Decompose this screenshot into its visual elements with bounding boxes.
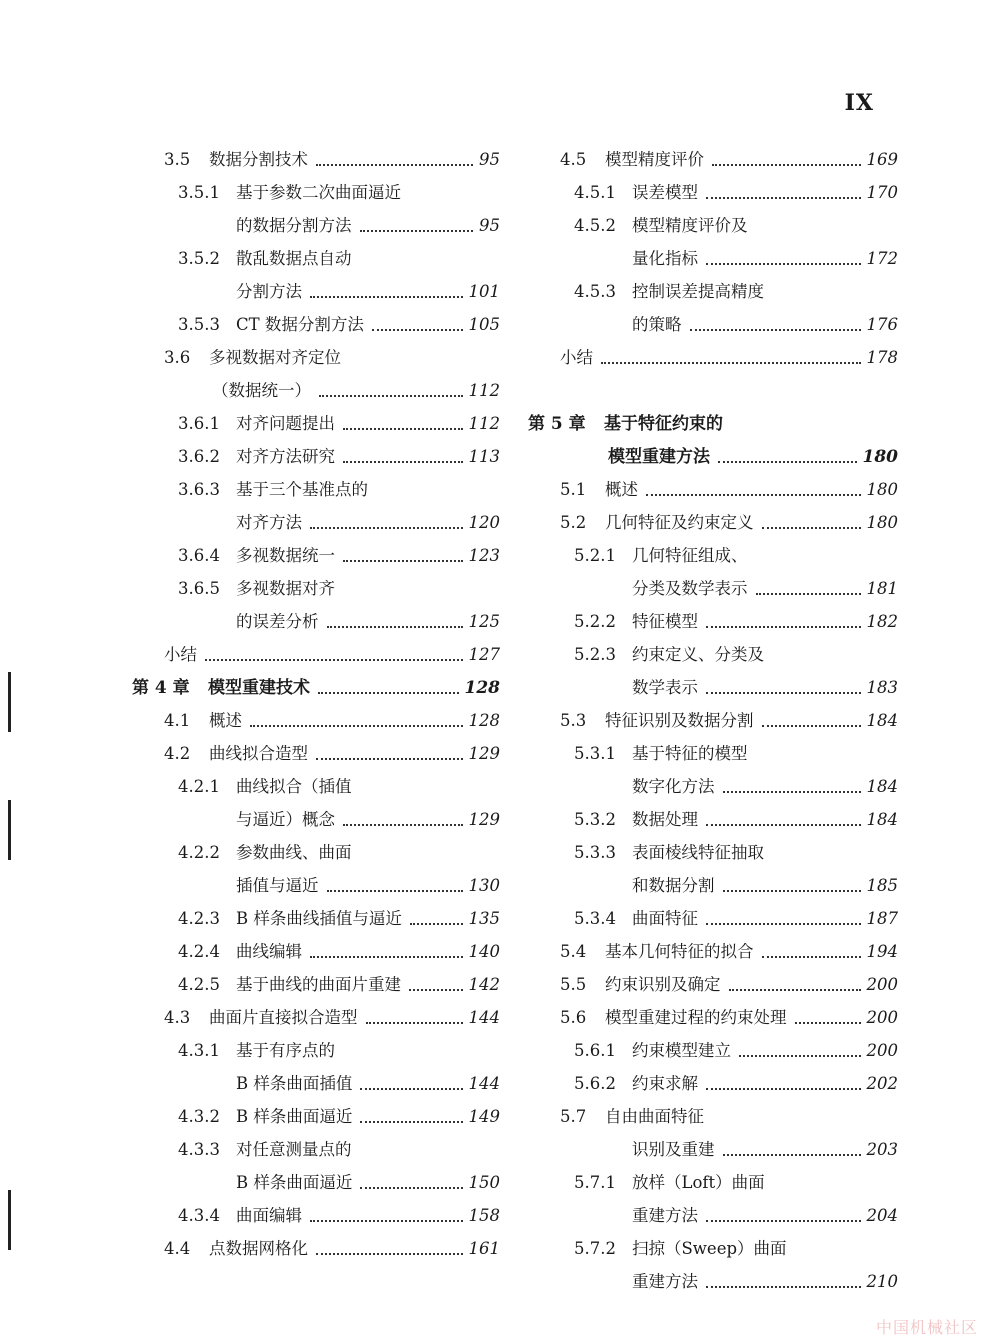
toc-dot-leader [706, 626, 861, 628]
toc-entry-page: 184 [866, 711, 898, 730]
toc-entry-page: 194 [866, 942, 898, 961]
toc-entry-page: 184 [866, 777, 898, 796]
toc-entry-title: 基于特征约束的 [604, 414, 723, 434]
toc-dot-leader [310, 296, 463, 298]
toc-entry-number: 4.5.2 [574, 216, 616, 235]
toc-dot-leader [343, 824, 463, 826]
toc-entry-title: 多视数据对齐 [236, 579, 335, 598]
toc-entry [132, 509, 500, 537]
toc-entry-number: 3.5 [164, 150, 191, 169]
toc-entry [132, 1070, 500, 1098]
toc-dot-leader [372, 329, 463, 331]
toc-entry-title: 对任意测量点的 [236, 1140, 352, 1159]
toc-entry-title: 基于特征的模型 [632, 744, 748, 763]
toc-entry-title: 模型重建方法 [608, 447, 710, 467]
toc-entry [528, 905, 898, 933]
toc-entry-title: 数学表示 [632, 678, 698, 697]
toc-entry-title: 曲面片直接拟合造型 [209, 1008, 358, 1027]
toc-entry-number: 3.5.3 [178, 315, 220, 334]
toc-entry [528, 641, 898, 669]
toc-entry-title: 插值与逼近 [236, 876, 319, 895]
toc-entry [528, 1136, 898, 1164]
toc-dot-leader [310, 956, 463, 958]
toc-entry [528, 575, 898, 603]
toc-entry [132, 278, 500, 306]
toc-dot-leader [729, 989, 861, 991]
toc-entry-number: 5.2.1 [574, 546, 616, 565]
toc-entry-number: 4.3.1 [178, 1041, 220, 1060]
toc-entry [132, 806, 500, 834]
toc-entry [528, 1004, 898, 1032]
toc-entry-title: B 样条曲面逼近 [236, 1107, 353, 1126]
toc-entry [528, 311, 898, 339]
toc-entry-page: 200 [866, 1041, 898, 1060]
toc-entry-number: 5.2.3 [574, 645, 616, 664]
toc-entry-number: 4.1 [164, 711, 191, 730]
toc-entry-number: 4.2.4 [178, 942, 220, 961]
toc-entry-page: 105 [468, 315, 500, 334]
toc-entry-page: 180 [862, 447, 898, 467]
toc-entry [528, 476, 898, 504]
toc-dot-leader [712, 164, 861, 166]
toc-entry-page: 184 [866, 810, 898, 829]
toc-entry-page: 181 [866, 579, 898, 598]
toc-entry-title: 基于有序点的 [236, 1041, 335, 1060]
toc-entry [528, 773, 898, 801]
toc-entry-number: 5.6.1 [574, 1041, 616, 1060]
toc-dot-leader [250, 725, 463, 727]
toc-entry-page: 127 [468, 645, 500, 664]
toc-entry [132, 1037, 500, 1065]
toc-entry [528, 1169, 898, 1197]
toc-entry [528, 971, 898, 999]
toc-entry-title: B 样条曲面逼近 [236, 1173, 353, 1192]
toc-entry-number: 3.6.3 [178, 480, 220, 499]
toc-entry-page: 95 [479, 150, 500, 169]
toc-entry-page: 125 [468, 612, 500, 631]
toc-dot-leader [762, 725, 861, 727]
toc-entry-page: 202 [866, 1074, 898, 1093]
toc-dot-leader [343, 428, 463, 430]
toc-entry-title: 特征模型 [632, 612, 698, 631]
toc-dot-leader [316, 758, 463, 760]
toc-dot-leader [706, 692, 861, 694]
toc-entry-page: 128 [464, 678, 500, 698]
toc-entry [132, 245, 500, 273]
toc-entry-number: 4.5.1 [574, 183, 616, 202]
toc-entry [528, 872, 898, 900]
toc-dot-leader [310, 1220, 463, 1222]
toc-entry [528, 1268, 898, 1296]
toc-entry [132, 1004, 500, 1032]
toc-entry-number: 5.2.2 [574, 612, 616, 631]
toc-entry-page: 140 [468, 942, 500, 961]
toc-entry-title: 多视数据统一 [236, 546, 335, 565]
toc-dot-leader [310, 527, 463, 529]
toc-entry-title: 对齐问题提出 [236, 414, 335, 433]
toc-dot-leader [360, 1187, 462, 1189]
toc-entry-title: 与逼近）概念 [236, 810, 335, 829]
toc-entry-title: 小结 [164, 645, 197, 664]
toc-entry [528, 542, 898, 570]
toc-entry-title: 误差模型 [632, 183, 698, 202]
toc-entry-number: 4.2.5 [178, 975, 220, 994]
toc-dot-leader [410, 923, 463, 925]
toc-entry-page: 180 [866, 513, 898, 532]
toc-entry [132, 311, 500, 339]
toc-entry [132, 773, 500, 801]
toc-dot-leader [762, 527, 861, 529]
toc-entry-title: CT 数据分割方法 [236, 315, 364, 334]
toc-entry-number: 3.5.2 [178, 249, 220, 268]
toc-chapter-entry [528, 410, 898, 438]
toc-entry-page: 204 [866, 1206, 898, 1225]
toc-entry-number: 4.5 [560, 150, 587, 169]
toc-entry-title: 重建方法 [632, 1206, 698, 1225]
toc-entry-number: 5.7 [560, 1107, 587, 1126]
toc-entry [528, 344, 898, 372]
toc-entry [528, 1103, 898, 1131]
toc-dot-leader [706, 1286, 861, 1288]
toc-entry-page: 150 [468, 1173, 500, 1192]
toc-entry-title: 分割方法 [236, 282, 302, 301]
scan-margin-mark [8, 800, 11, 860]
toc-entry-page: 183 [866, 678, 898, 697]
toc-entry-title: 基本几何特征的拟合 [605, 942, 754, 961]
toc-dot-leader [723, 791, 861, 793]
toc-entry-title: （数据统一） [212, 381, 311, 400]
toc-entry-title: 控制误差提高精度 [632, 282, 764, 301]
toc-entry-number: 4.3.2 [178, 1107, 220, 1126]
toc-dot-leader [706, 197, 861, 199]
toc-entry [132, 1136, 500, 1164]
toc-entry-number: 4.3.4 [178, 1206, 220, 1225]
toc-entry [528, 608, 898, 636]
toc-entry-page: 120 [468, 513, 500, 532]
toc-entry-title: 概述 [605, 480, 638, 499]
toc-entry [132, 1235, 500, 1263]
toc-entry-page: 123 [468, 546, 500, 565]
toc-entry [528, 938, 898, 966]
toc-chapter-entry [132, 674, 500, 702]
toc-entry-number: 5.3.3 [574, 843, 616, 862]
toc-entry-number: 5.5 [560, 975, 587, 994]
scan-margin-mark [8, 1190, 11, 1250]
toc-entry-title: 参数曲线、曲面 [236, 843, 352, 862]
toc-entry [132, 542, 500, 570]
toc-dot-leader [366, 1022, 463, 1024]
toc-entry-number: 5.7.1 [574, 1173, 616, 1192]
toc-dot-leader [723, 890, 861, 892]
toc-dot-leader [706, 1220, 861, 1222]
toc-entry-page: 178 [866, 348, 898, 367]
toc-entry-title: 多视数据对齐定位 [209, 348, 341, 367]
toc-entry-number: 5.3.1 [574, 744, 616, 763]
toc-entry [528, 707, 898, 735]
toc-entry-number: 第 5 章 [528, 414, 586, 434]
toc-entry [528, 509, 898, 537]
toc-entry-page: 135 [468, 909, 500, 928]
toc-chapter-entry [528, 443, 898, 471]
toc-entry [528, 1235, 898, 1263]
toc-entry-title: 几何特征及约束定义 [605, 513, 754, 532]
toc-entry [132, 212, 500, 240]
toc-entry-number: 4.2.2 [178, 843, 220, 862]
toc-dot-leader [343, 461, 463, 463]
toc-entry-title: 曲线编辑 [236, 942, 302, 961]
toc-dot-leader [360, 1121, 462, 1123]
toc-entry [132, 1103, 500, 1131]
toc-entry-number: 3.6.5 [178, 579, 220, 598]
toc-dot-leader [316, 164, 473, 166]
toc-dot-leader [360, 230, 474, 232]
toc-entry-title: 曲线拟合（插值 [236, 777, 352, 796]
toc-entry-title: 模型精度评价及 [632, 216, 748, 235]
toc-entry [132, 377, 500, 405]
toc-entry-number: 4.3 [164, 1008, 191, 1027]
toc-dot-leader [327, 626, 463, 628]
toc-entry [132, 344, 500, 372]
toc-dot-leader [327, 890, 463, 892]
scan-margin-mark [8, 672, 11, 732]
toc-entry-page: 144 [468, 1074, 500, 1093]
toc-entry-page: 170 [866, 183, 898, 202]
toc-entry-page: 144 [468, 1008, 500, 1027]
toc-dot-leader [316, 1253, 463, 1255]
toc-entry-page: 185 [866, 876, 898, 895]
toc-entry-title: 小结 [560, 348, 593, 367]
toc-entry-title: 和数据分割 [632, 876, 715, 895]
toc-entry-page: 200 [866, 1008, 898, 1027]
toc-entry-number: 4.2 [164, 744, 191, 763]
toc-dot-leader [706, 923, 861, 925]
toc-dot-leader [723, 1154, 861, 1156]
toc-dot-leader [409, 989, 463, 991]
toc-entry-title: 约束模型建立 [632, 1041, 731, 1060]
toc-entry-page: 180 [866, 480, 898, 499]
toc-entry [528, 146, 898, 174]
toc-entry-number: 3.6.4 [178, 546, 220, 565]
toc-entry-page: 176 [866, 315, 898, 334]
toc-entry [132, 872, 500, 900]
toc-entry-title: 对齐方法 [236, 513, 302, 532]
toc-entry-number: 4.2.1 [178, 777, 220, 796]
toc-entry-title: 表面棱线特征抽取 [632, 843, 764, 862]
toc-entry-title: 自由曲面特征 [605, 1107, 704, 1126]
toc-entry-number: 5.3.2 [574, 810, 616, 829]
toc-entry-number: 5.6.2 [574, 1074, 616, 1093]
toc-entry-number: 5.2 [560, 513, 587, 532]
toc-entry-title: 的数据分割方法 [236, 216, 352, 235]
toc-entry-number: 4.3.3 [178, 1140, 220, 1159]
toc-entry-number: 4.2.3 [178, 909, 220, 928]
toc-entry [132, 839, 500, 867]
toc-entry-title: 曲面编辑 [236, 1206, 302, 1225]
toc-entry [528, 1037, 898, 1065]
toc-entry [132, 179, 500, 207]
toc-dot-leader [706, 1088, 861, 1090]
toc-entry-number: 3.6 [164, 348, 191, 367]
toc-entry [132, 1169, 500, 1197]
toc-entry-page: 113 [468, 447, 500, 466]
toc-entry-title: 识别及重建 [632, 1140, 715, 1159]
toc-entry-number: 4.5.3 [574, 282, 616, 301]
toc-entry [132, 707, 500, 735]
toc-entry-title: 基于曲线的曲面片重建 [236, 975, 401, 994]
toc-dot-leader [795, 1022, 861, 1024]
toc-entry-number: 5.3.4 [574, 909, 616, 928]
toc-entry [132, 938, 500, 966]
toc-entry-page: 210 [866, 1272, 898, 1291]
toc-entry-page: 112 [468, 414, 500, 433]
toc-entry-title: 对齐方法研究 [236, 447, 335, 466]
toc-entry [528, 278, 898, 306]
toc-entry-number: 第 4 章 [132, 678, 190, 698]
toc-dot-leader [756, 593, 861, 595]
toc-entry-number: 5.4 [560, 942, 587, 961]
toc-entry-title: B 样条曲面插值 [236, 1074, 353, 1093]
toc-entry-page: 203 [866, 1140, 898, 1159]
toc-dot-leader [690, 329, 861, 331]
toc-entry-title: 基于三个基准点的 [236, 480, 368, 499]
toc-entry-number: 3.6.2 [178, 447, 220, 466]
toc-dot-leader [706, 263, 861, 265]
toc-entry-number: 4.4 [164, 1239, 191, 1258]
watermark: 中国机械社区 [875, 1318, 978, 1337]
toc-entry-title: 曲线拟合造型 [209, 744, 308, 763]
toc-entry-title: 放样（Loft）曲面 [632, 1173, 765, 1192]
toc-entry-title: 约束求解 [632, 1074, 698, 1093]
toc-entry-title: 点数据网格化 [209, 1239, 308, 1258]
toc-entry-title: 的误差分析 [236, 612, 319, 631]
toc-entry-title: 模型重建技术 [208, 678, 310, 698]
toc-entry [132, 146, 500, 174]
toc-entry-title: 基于参数二次曲面逼近 [236, 183, 401, 202]
toc-dot-leader [718, 461, 857, 463]
toc-entry-title: 散乱数据点自动 [236, 249, 352, 268]
toc-entry-title: B 样条曲线插值与逼近 [236, 909, 402, 928]
toc-entry-number: 5.6 [560, 1008, 587, 1027]
toc-entry-title: 扫掠（Sweep）曲面 [632, 1239, 787, 1258]
toc-dot-leader [646, 494, 861, 496]
toc-entry [528, 740, 898, 768]
toc-entry [528, 377, 898, 405]
toc-entry-title: 数据分割技术 [209, 150, 308, 169]
toc-dot-leader [601, 362, 861, 364]
toc-entry-page: 200 [866, 975, 898, 994]
toc-entry-page: 187 [866, 909, 898, 928]
page-number: IX [844, 90, 874, 116]
toc-entry-title: 几何特征组成、 [632, 546, 748, 565]
toc-dot-leader [205, 659, 463, 661]
toc-entry-number: 5.1 [560, 480, 587, 499]
toc-entry [528, 245, 898, 273]
toc-entry-page: 95 [479, 216, 500, 235]
toc-entry-number: 5.3 [560, 711, 587, 730]
toc-entry-page: 112 [468, 381, 500, 400]
toc-entry-page: 182 [866, 612, 898, 631]
toc-entry [528, 212, 898, 240]
toc-entry-page: 101 [468, 282, 500, 301]
toc-entry [132, 971, 500, 999]
toc-entry-page: 169 [866, 150, 898, 169]
toc-entry-number: 3.6.1 [178, 414, 220, 433]
toc-dot-leader [343, 560, 463, 562]
toc-entry [132, 740, 500, 768]
toc-entry-title: 数据处理 [632, 810, 698, 829]
toc-entry [528, 179, 898, 207]
toc-entry [132, 1202, 500, 1230]
toc-entry-page: 128 [468, 711, 500, 730]
toc-dot-leader [360, 1088, 462, 1090]
toc-entry-number: 5.7.2 [574, 1239, 616, 1258]
toc-entry-number: 3.5.1 [178, 183, 220, 202]
toc-entry [132, 410, 500, 438]
toc-entry [528, 1070, 898, 1098]
toc-entry [132, 575, 500, 603]
toc-entry [528, 674, 898, 702]
toc-entry-title: 模型精度评价 [605, 150, 704, 169]
toc-entry-title: 约束识别及确定 [605, 975, 721, 994]
toc-entry-page: 158 [468, 1206, 500, 1225]
toc-entry-page: 149 [468, 1107, 500, 1126]
toc-entry [132, 905, 500, 933]
toc-entry [528, 1202, 898, 1230]
toc-entry-title: 分类及数学表示 [632, 579, 748, 598]
toc-entry-page: 130 [468, 876, 500, 895]
toc-dot-leader [762, 956, 861, 958]
toc-entry-page: 129 [468, 810, 500, 829]
toc-entry-title: 约束定义、分类及 [632, 645, 764, 664]
toc-entry [132, 476, 500, 504]
toc-entry-page: 172 [866, 249, 898, 268]
toc-entry-title: 特征识别及数据分割 [605, 711, 754, 730]
toc-dot-leader [739, 1055, 861, 1057]
toc-entry-page: 129 [468, 744, 500, 763]
toc-entry [132, 608, 500, 636]
toc-dot-leader [706, 824, 861, 826]
toc-dot-leader [318, 692, 459, 694]
toc-entry-title: 概述 [209, 711, 242, 730]
toc-entry-title: 重建方法 [632, 1272, 698, 1291]
toc-entry-title: 量化指标 [632, 249, 698, 268]
toc-entry [132, 443, 500, 471]
toc-entry-page: 142 [468, 975, 500, 994]
toc-entry-title: 的策略 [632, 315, 682, 334]
toc-entry-title: 模型重建过程的约束处理 [605, 1008, 787, 1027]
toc-entry-page: 161 [468, 1239, 500, 1258]
toc-entry [132, 641, 500, 669]
toc-entry-title: 数字化方法 [632, 777, 715, 796]
toc-entry-title: 曲面特征 [632, 909, 698, 928]
toc-dot-leader [319, 395, 463, 397]
toc-entry [528, 806, 898, 834]
toc-entry [528, 839, 898, 867]
